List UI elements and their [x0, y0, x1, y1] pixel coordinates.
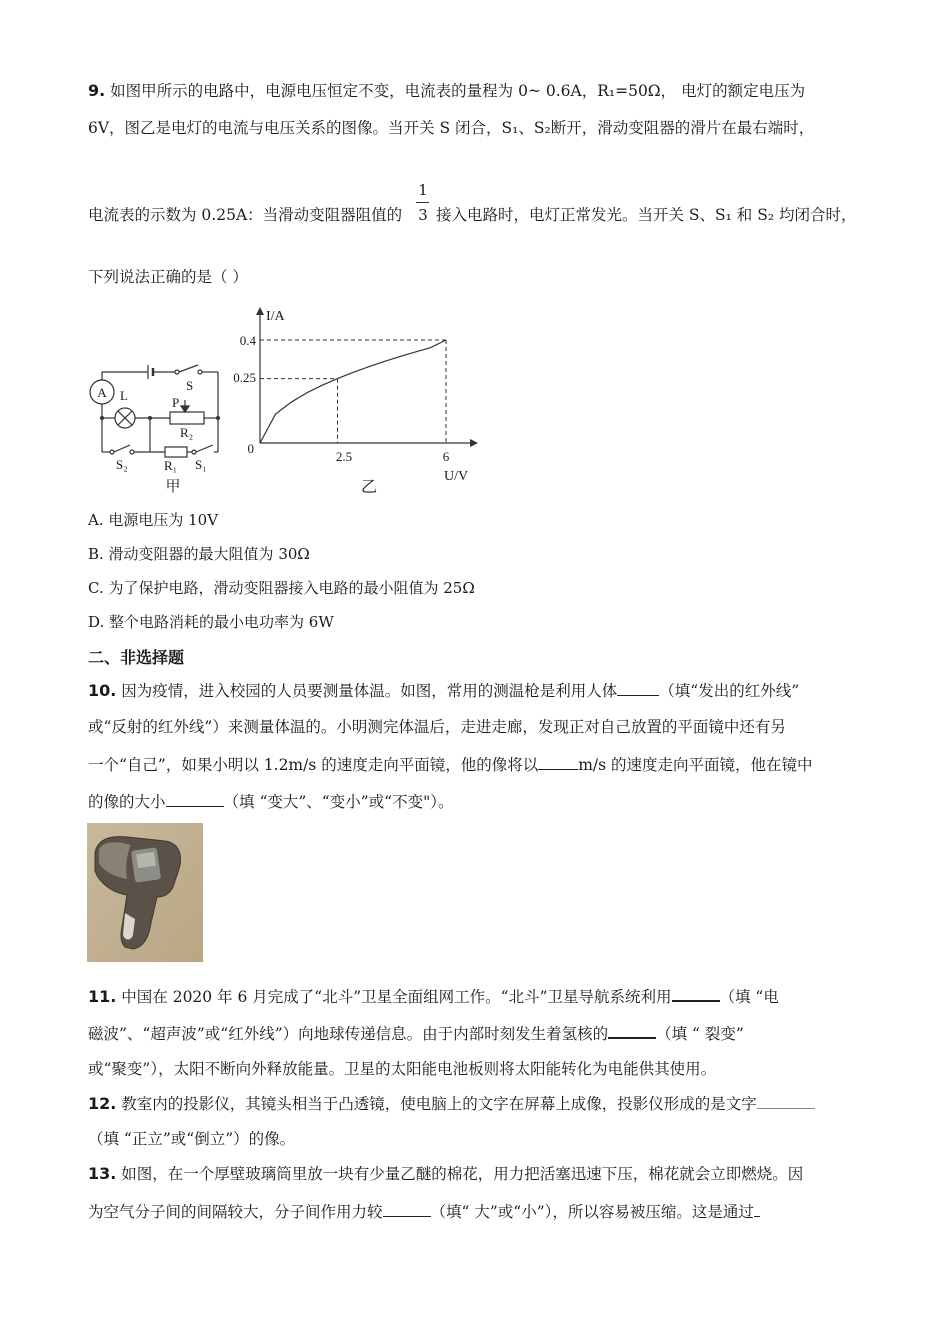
q10-line4: [88, 790, 453, 813]
ammeter-label: A: [97, 385, 107, 400]
q11-blank1[interactable]: [672, 984, 720, 1002]
q12-line1: [88, 1092, 815, 1115]
q11-line1: [88, 984, 779, 1008]
y-tick-0-25: 0.25: [233, 370, 256, 385]
q10-number: 10.: [88, 681, 117, 700]
q11-text2b: （填 “ 裂变”: [656, 1025, 744, 1043]
q9-line2: 6V，图乙是电灯的电流与电压关系的图像。当开关 S 闭合，S₁、S₂断开，滑动变阻器的滑片在最右端时，: [88, 119, 815, 137]
q13-line1: [88, 1163, 803, 1185]
switch-s2-label: S₂: [116, 457, 128, 472]
q11-text2a: 磁波”、“超声波”或“红外线”）向地球传递信息。由于内部时刻发生着氢核的: [88, 1025, 609, 1043]
q13-text1: 如图，在一个厚壁玻璃筒里放一块有少量乙醚的棉花，用力把活塞迅速下压，棉花就会立即燃烧。因: [121, 1165, 804, 1183]
iv-chart: [232, 300, 482, 500]
thermometer-gun-photo: [87, 823, 203, 962]
q11-number: 11.: [88, 987, 117, 1006]
q9-option-c: C. 为了保护电路，滑动变阻器接入电路的最小阻值为 25Ω: [88, 579, 475, 597]
q10-text3b: m/s 的速度走向平面镜，他在镜中: [578, 756, 813, 774]
q10-line2: 或“反射的红外线”）来测量体温的。小明测完体温后，走进走廊，发现正对自己放置的平面镜中还有另: [88, 718, 786, 736]
q9-option-b: B. 滑动变阻器的最大阻值为 30Ω: [88, 545, 310, 563]
fraction-numerator: 1: [418, 181, 428, 199]
q13-blank2[interactable]: [754, 1200, 760, 1217]
q9-text1: 如图甲所示的电路中，电源电压恒定不变，电流表的量程为 0~ 0.6A，R₁=50Ω， 电灯的额定电压为: [110, 82, 806, 100]
x-tick-6: 6: [442, 449, 450, 464]
q10-line3: [88, 753, 813, 776]
lamp-label: L: [120, 388, 128, 403]
q10-blank3[interactable]: [166, 790, 224, 807]
q12-blank1[interactable]: [757, 1092, 815, 1109]
q10-text3a: 一个“自己”，如果小明以 1.2m/s 的速度走向平面镜，他的像将以: [88, 756, 539, 774]
q10-blank2[interactable]: [538, 753, 578, 770]
q11-line2: [88, 1021, 744, 1045]
q13-text2a: 为空气分子间的间隔较大，分子间作用力较: [88, 1203, 383, 1221]
x-tick-2-5: 2.5: [335, 449, 353, 464]
q12-text1: 教室内的投影仪，其镜头相当于凸透镜，使电脑上的文字在屏幕上成像，投影仪形成的是文字: [121, 1095, 757, 1113]
slider-label: P: [172, 395, 180, 410]
q9-number: 9.: [88, 81, 106, 100]
circuit-diagram: [80, 355, 240, 500]
q10-text1b: （填“发出的红外线”: [659, 682, 800, 700]
q11-text1b: （填 “电: [719, 988, 779, 1006]
rheostat-label: R₂: [180, 425, 194, 440]
q10-line1: [88, 679, 799, 702]
fraction-bar: [416, 202, 429, 203]
q12-number: 12.: [88, 1094, 117, 1113]
q13-blank1[interactable]: [383, 1200, 431, 1217]
switch-s-label: S: [186, 378, 194, 393]
resistor-label: R₁: [164, 458, 178, 473]
q10-text4a: 的像的大小: [88, 793, 166, 811]
y-tick-0-4: 0.4: [239, 333, 256, 348]
q10-text4b: （填 “变大”、“变小”或“不变"）。: [223, 793, 454, 811]
chart-caption: 乙: [360, 479, 378, 496]
q11-text1a: 中国在 2020 年 6 月完成了“北斗”卫星全面组网工作。“北斗”卫星导航系统利用: [121, 988, 672, 1006]
origin-tick: 0: [247, 441, 254, 456]
q11-blank2[interactable]: [608, 1021, 656, 1039]
q11-line3: 或“聚变”），太阳不断向外释放能量。卫星的太阳能电池板则将太阳能转化为电能供其使用。: [88, 1060, 717, 1078]
q12-line2: （填 “正立”或“倒立”）的像。: [88, 1130, 296, 1148]
y-axis-label: I/A: [266, 309, 285, 324]
switch-s1-label: S₁: [195, 457, 207, 472]
q13-text2b: （填“ 大”或“小”），所以容易被压缩。这是通过: [430, 1203, 754, 1221]
section-heading: 二、非选择题: [88, 648, 185, 667]
fraction-denominator: 3: [418, 206, 428, 224]
circuit-caption: 甲: [165, 479, 181, 495]
q9-option-d: D. 整个电路消耗的最小电功率为 6W: [88, 613, 334, 631]
q10-blank1[interactable]: [617, 679, 659, 696]
q9-line1: [88, 80, 805, 102]
q9-line3b: 接入电路时，电灯正常发光。当开关 S、S₁ 和 S₂ 均闭合时，: [436, 206, 857, 224]
q10-text1: 因为疫情，进入校园的人员要测量体温。如图，常用的测温枪是利用人体: [121, 682, 618, 700]
q9-line4: 下列说法正确的是（ ）: [88, 268, 248, 286]
q13-line2: [88, 1200, 760, 1223]
iv-curve: [260, 340, 446, 443]
q9-line3a: 电流表的示数为 0.25A：当滑动变阻器阻值的: [88, 206, 403, 224]
x-axis-label: U/V: [444, 469, 469, 484]
q13-number: 13.: [88, 1164, 117, 1183]
q9-option-a: A. 电源电压为 10V: [88, 511, 219, 529]
